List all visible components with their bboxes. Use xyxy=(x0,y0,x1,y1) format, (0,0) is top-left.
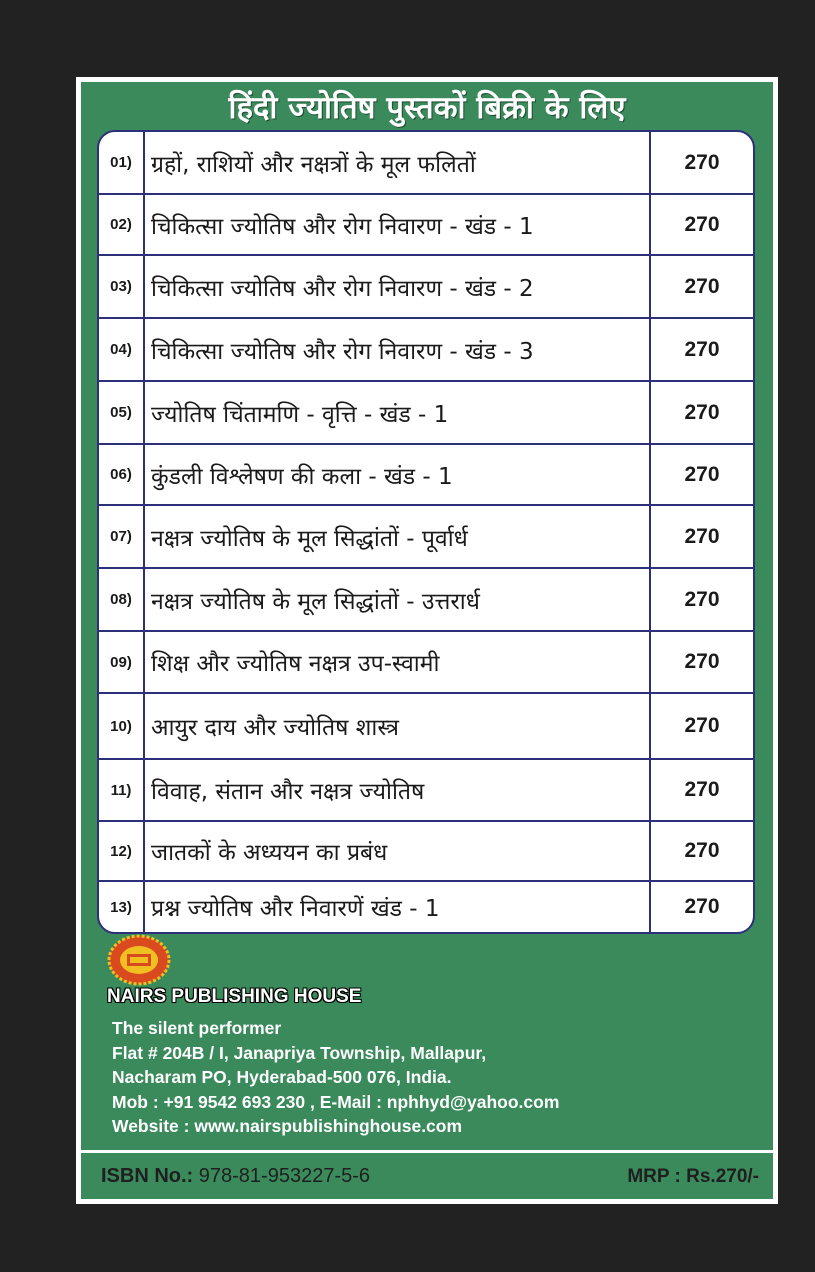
isbn-label: ISBN No.: xyxy=(101,1165,194,1187)
footer-bar xyxy=(81,1153,773,1199)
book-title: आयुर दाय और ज्योतिष शास्त्र xyxy=(143,694,651,758)
mrp-price: MRP : Rs.270/- xyxy=(627,1166,759,1187)
isbn-value: 978-81-953227-5-6 xyxy=(198,1165,371,1187)
book-title: ग्रहों, राशियों और नक्षत्रों के मूल फलितों xyxy=(143,132,651,193)
book-number: 09) xyxy=(110,653,132,671)
book-price: 270 xyxy=(684,462,720,486)
book-price: 270 xyxy=(684,212,720,236)
publisher-name: NAIRS PUBLISHING HOUSE xyxy=(107,986,362,1007)
book-price: 270 xyxy=(684,839,720,862)
book-number: 10) xyxy=(110,717,132,735)
book-number: 07) xyxy=(110,528,132,545)
publisher-logo-icon xyxy=(107,934,171,986)
book-price: 270 xyxy=(684,524,720,548)
contact-line: Mob : +91 9542 693 230 , E-Mail : nphhyd@yahoo.com xyxy=(112,1091,560,1112)
table-row xyxy=(99,443,753,504)
book-table xyxy=(97,130,755,934)
book-title: ज्योतिष चिंतामणि - वृत्ति - खंड - 1 xyxy=(143,382,651,443)
table-row xyxy=(99,504,753,567)
book-list-panel xyxy=(81,82,773,1150)
book-price: 270 xyxy=(684,895,720,918)
table-row xyxy=(99,880,753,932)
page-title: हिंदी ज्योतिष पुस्तकों बिक्री के लिए xyxy=(228,90,626,126)
book-number: 01) xyxy=(110,154,132,171)
table-row xyxy=(99,630,753,692)
table-row xyxy=(99,820,753,880)
table-row xyxy=(99,193,753,254)
book-title: प्रश्न ज्योतिष और निवारणें खंड - 1 xyxy=(143,882,651,932)
book-number: 13) xyxy=(110,898,132,916)
publisher-address-block xyxy=(112,1016,559,1139)
table-row xyxy=(99,380,753,443)
book-number: 06) xyxy=(110,466,132,483)
book-title: विवाह, संतान और नक्षत्र ज्योतिष xyxy=(143,760,651,820)
table-row xyxy=(99,317,753,380)
book-number: 04) xyxy=(110,341,132,358)
book-price: 270 xyxy=(684,150,720,174)
address-line-1: Flat # 204B / I, Janapriya Township, Mallapur, xyxy=(112,1042,487,1063)
book-price: 270 xyxy=(684,778,720,801)
book-number: 03) xyxy=(110,278,132,295)
book-price: 270 xyxy=(684,650,720,673)
address-line-2: Nacharam PO, Hyderabad-500 076, India. xyxy=(112,1067,452,1087)
book-price: 270 xyxy=(684,587,720,611)
book-number: 12) xyxy=(110,842,132,860)
book-number: 05) xyxy=(110,404,132,421)
book-price: 270 xyxy=(684,400,720,424)
book-title: नक्षत्र ज्योतिष के मूल सिद्धांतों - उत्तरार्ध xyxy=(143,569,651,630)
book-price: 270 xyxy=(684,274,720,298)
book-number: 11) xyxy=(110,781,132,799)
table-row xyxy=(99,254,753,317)
book-title: कुंडली विश्लेषण की कला - खंड - 1 xyxy=(143,445,651,504)
table-row xyxy=(99,692,753,758)
table-row xyxy=(99,758,753,820)
book-price: 270 xyxy=(684,714,720,737)
book-title: चिकित्सा ज्योतिष और रोग निवारण - खंड - 3 xyxy=(143,319,651,380)
book-title: चिकित्सा ज्योतिष और रोग निवारण - खंड - 1 xyxy=(143,195,651,254)
table-row xyxy=(99,567,753,630)
book-title: शिक्ष और ज्योतिष नक्षत्र उप-स्वामी xyxy=(143,632,651,692)
table-row xyxy=(99,132,753,193)
book-title: चिकित्सा ज्योतिष और रोग निवारण - खंड - 2 xyxy=(143,256,651,317)
book-price: 270 xyxy=(684,337,720,361)
website-line: Website : www.nairspublishinghouse.com xyxy=(112,1116,463,1136)
book-number: 08) xyxy=(110,591,132,608)
book-title: जातकों के अध्ययन का प्रबंध xyxy=(143,822,651,880)
publisher-tagline: The silent performer xyxy=(112,1018,282,1038)
book-number: 02) xyxy=(110,216,132,233)
isbn xyxy=(101,1165,370,1188)
book-title: नक्षत्र ज्योतिष के मूल सिद्धांतों - पूर्वार्ध xyxy=(143,506,651,567)
